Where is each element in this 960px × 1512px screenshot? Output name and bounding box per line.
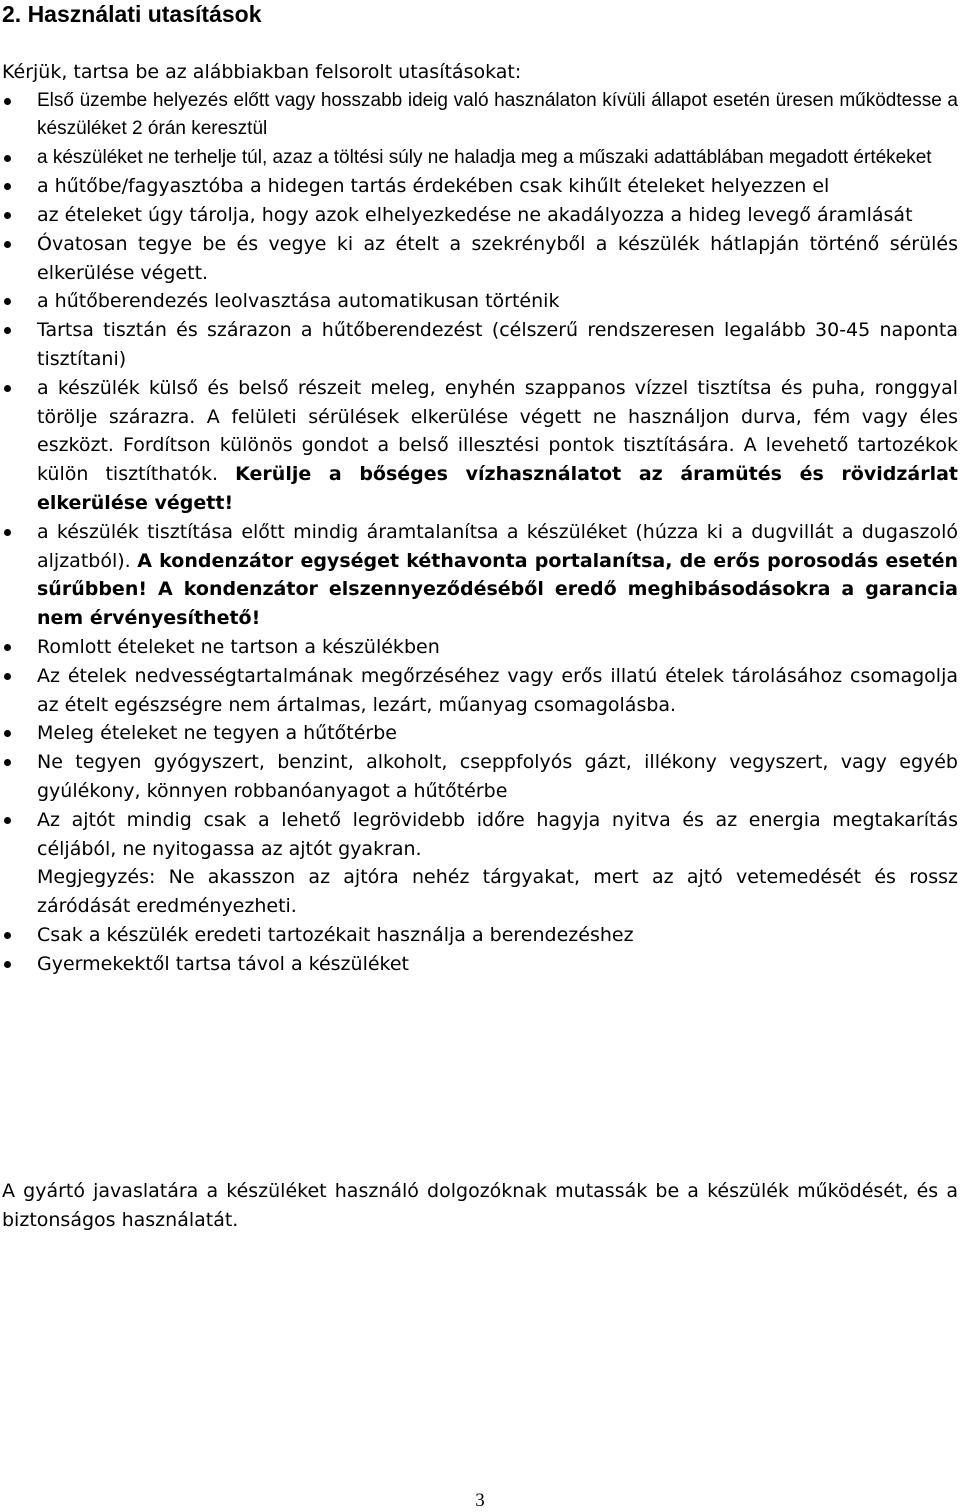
list-item: [0, 287, 958, 316]
usage-instructions-list: [0, 87, 958, 979]
list-item: [0, 806, 958, 864]
list-item-text: a hűtőbe/fagyasztóba a hidegen tartás érdekében csak kihűlt ételeket helyezzen el: [37, 175, 830, 198]
list-item-text: Gyermekektől tartsa távol a készüléket: [37, 952, 410, 975]
bullet-icon: [4, 529, 11, 536]
list-item: [0, 921, 958, 950]
note-text: Megjegyzés: Ne akasszon az ajtóra nehéz tárgyakat, mert az ajtó vetemedését és rossz záródását eredményezheti.: [37, 866, 958, 918]
list-item: [0, 374, 958, 518]
list-item: [0, 748, 958, 806]
bullet-icon: [4, 817, 11, 824]
closing-paragraph: A gyártó javaslatára a készüléket használó dolgozóknak mutassák be a készülék működését, és a biztonságos használatát.: [2, 1180, 958, 1231]
bullet-icon: [4, 241, 11, 248]
list-item-text: Romlott ételeket ne tartson a készülékben: [37, 635, 440, 658]
list-item: [0, 662, 958, 720]
list-item-text: Csak a készülék eredeti tartozékait használja a berendezéshez: [37, 923, 634, 946]
list-item: [0, 87, 958, 144]
list-item: [0, 518, 958, 633]
bullet-icon: [4, 183, 11, 190]
list-item: [0, 316, 958, 374]
list-item-bold-text: A kondenzátor egységet kéthavonta portalanítsa, de erős porosodás esetén sűrűbben! A kondenzátor elszennyeződéséből eredő meghibásodásokra a garancia nem érvényesíthető!: [37, 549, 958, 630]
section-title: 2. Használati utasítások: [2, 1, 262, 27]
bullet-icon: [4, 961, 11, 968]
list-item-text: a hűtőberendezés leolvasztása automatikusan történik: [37, 290, 560, 313]
list-item-text: Ne tegyen gyógyszert, benzint, alkoholt, cseppfolyós gázt, illékony vegyszert, vagy egyéb gyúlékony, könnyen robbanóanyagot a hűtőtérbe: [37, 751, 958, 802]
bullet-icon: [4, 730, 11, 737]
list-item: [0, 230, 958, 288]
list-item: [0, 633, 958, 662]
list-item-text: Első üzembe helyezés előtt vagy hosszabb ideig való használaton kívüli állapot esetén üresen működtesse a készüléket 2 órán keresztül: [37, 90, 958, 140]
list-item-text: Meleg ételeket ne tegyen a hűtőtérbe: [37, 722, 397, 745]
list-item: [0, 719, 958, 748]
note-item: [0, 863, 958, 921]
list-item-text: a készülék tisztítása előtt mindig áramtalanítsa a készüléket (húzza ki a dugvillát a dugaszoló aljzatból).: [37, 520, 958, 572]
list-item-text: a készüléket ne terhelje túl, azaz a töltési súly ne haladja meg a műszaki adattáblában megadott értékeket: [37, 146, 932, 168]
list-item-text: Az ételek nedvességtartalmának megőrzéséhez vagy erős illatú ételek tárolásához csomagolja az ételt egészségre nem ártalmas, lezárt, műanyag csomagolásba.: [37, 664, 958, 716]
list-item-bold-text: Kerülje a bőséges vízhasználatot az áramütés és rövidzárlat elkerülése végett!: [37, 463, 959, 514]
list-item: [0, 172, 958, 201]
list-item-text: Óvatosan tegye be és vegye ki az ételt a szekrényből a készülék hátlapján történő sérülés elkerülése végett.: [37, 232, 958, 284]
list-item-text: Az ajtót mindig csak a lehető legrövidebb időre hagyja nyitva és az energia megtakarítás céljából, ne nyitogassa az ajtót gyakran.: [37, 808, 958, 860]
list-item: [0, 144, 958, 172]
list-item: [0, 201, 958, 230]
list-item-text: az ételeket úgy tárolja, hogy azok elhelyezkedése ne akadályozza a hideg levegő áramlását: [37, 204, 913, 227]
list-item-text: Tartsa tisztán és szárazon a hűtőberendezést (célszerű rendszeresen legalább 30-45 naponta tisztítani): [37, 319, 958, 370]
bullet-icon: [4, 298, 11, 305]
bullet-icon: [4, 385, 11, 392]
list-item-text: a készülék külső és belső részeit meleg, enyhén szappanos vízzel tisztítsa és puha, ronggyal törölje szárazra. A felületi sérülések elkerülése végett ne használjon durva, fém vagy éles eszközt. Fordítson különös gondot a belső illesztési pontok tisztítására. A levehető tartozékok külön tisztíthatók.: [37, 376, 958, 486]
list-item: [0, 950, 958, 979]
bullet-icon: [4, 155, 11, 162]
page-number: 3: [475, 1490, 485, 1511]
bullet-icon: [4, 327, 11, 334]
bullet-icon: [4, 98, 11, 105]
intro-text: Kérjük, tartsa be az alábbiakban felsorolt utasításokat:: [2, 61, 522, 83]
bullet-icon: [4, 212, 11, 219]
bullet-icon: [4, 644, 11, 651]
bullet-icon: [4, 673, 11, 680]
bullet-icon: [4, 759, 11, 766]
bullet-icon: [4, 932, 11, 939]
